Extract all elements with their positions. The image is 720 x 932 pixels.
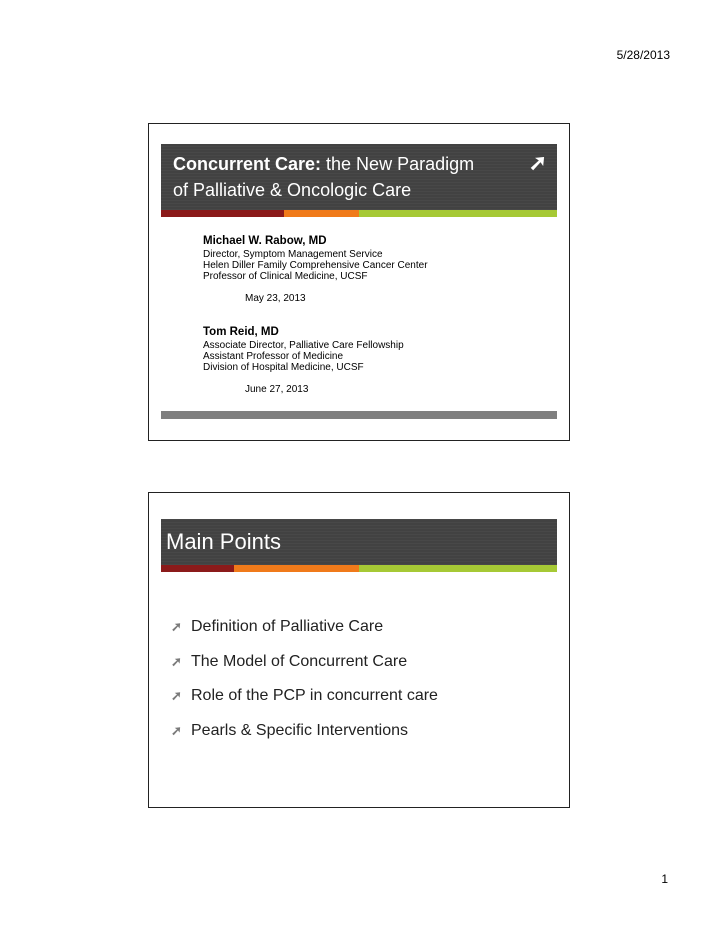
- arrow-up-right-icon: ➚: [171, 722, 182, 738]
- presenter-name: Michael W. Rabow, MD: [203, 235, 327, 247]
- presenter-line: Associate Director, Palliative Care Fellowship: [203, 340, 404, 351]
- stripe-green: [359, 565, 557, 572]
- stripe-orange: [234, 565, 359, 572]
- slide-2: [148, 492, 570, 808]
- presenter-line: Professor of Clinical Medicine, UCSF: [203, 271, 368, 282]
- slide-2-title: Main Points: [166, 529, 281, 554]
- presenter-1: [203, 236, 428, 304]
- bullet-text: Role of the PCP in concurrent care: [191, 687, 438, 705]
- slide-1-footer-bar: [161, 411, 557, 419]
- slide-1-title-rest: the New Paradigm: [321, 154, 475, 174]
- slide-2-color-stripe: [161, 565, 557, 572]
- stripe-orange: [284, 210, 359, 217]
- list-item: [171, 714, 438, 749]
- list-item: [171, 679, 438, 714]
- presenter-date: May 23, 2013: [245, 293, 306, 304]
- slide-1-color-stripe: [161, 210, 557, 217]
- presenter-line: Assistant Professor of Medicine: [203, 351, 344, 362]
- arrow-up-right-icon: ➚: [528, 150, 547, 175]
- presenter-line: Division of Hospital Medicine, UCSF: [203, 362, 364, 373]
- bullet-text: Pearls & Specific Interventions: [191, 721, 408, 739]
- page-number: 1: [661, 872, 668, 886]
- slide-1-title-bold: Concurrent Care:: [173, 154, 322, 174]
- slide-2-title-bar: [161, 519, 557, 565]
- stripe-green: [359, 210, 557, 217]
- bullet-text: Definition of Palliative Care: [191, 618, 384, 636]
- presenter-2: [203, 327, 404, 395]
- slide-1-title: [173, 151, 474, 203]
- slide-1: [148, 123, 570, 441]
- handout-date: 5/28/2013: [616, 48, 670, 62]
- presenter-line: Director, Symptom Management Service: [203, 249, 383, 260]
- slide-1-title-line2: of Palliative & Oncologic Care: [173, 180, 412, 200]
- list-item: [171, 610, 438, 645]
- presenter-date: June 27, 2013: [245, 384, 309, 395]
- list-item: [171, 645, 438, 680]
- main-points-list: [171, 610, 438, 748]
- stripe-red: [161, 210, 284, 217]
- arrow-up-right-icon: ➚: [171, 653, 182, 669]
- slide-1-title-bar: [161, 144, 557, 210]
- presenter-line: Helen Diller Family Comprehensive Cancer Center: [203, 260, 428, 271]
- bullet-text: The Model of Concurrent Care: [191, 652, 408, 670]
- presenter-name: Tom Reid, MD: [203, 326, 279, 338]
- stripe-red: [161, 565, 234, 572]
- arrow-up-right-icon: ➚: [171, 619, 182, 635]
- arrow-up-right-icon: ➚: [171, 688, 182, 704]
